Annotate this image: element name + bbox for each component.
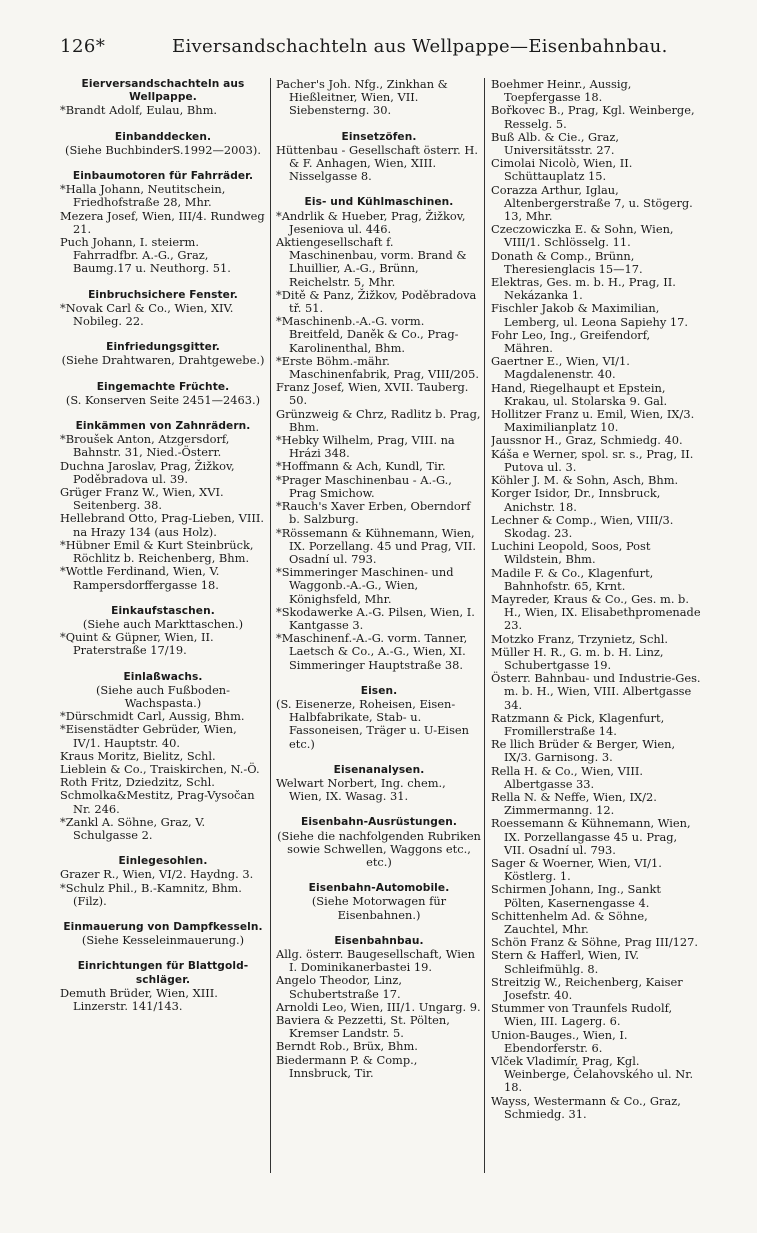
directory-entry: Baviera & Pezzetti, St. Pölten, Kremser Landstr. 5.	[276, 1013, 450, 1041]
directory-entry: Grüger Franz W., Wien, XVI. Seitenberg. 38.	[60, 485, 224, 513]
directory-entry: Boehmer Heinr., Aussig, Toepfergasse 18.	[491, 78, 632, 105]
section-heading: Einbruchsichere Fenster.	[88, 288, 238, 301]
cross-reference: (Siehe BuchbinderS.1992—2003).	[65, 142, 261, 157]
section-gap	[60, 592, 266, 605]
section-heading: Einfriedungsgitter.	[106, 341, 220, 354]
directory-entry: Arnoldi Leo, Wien, III/1. Ungarg. 9.	[276, 999, 481, 1014]
directory-entry: Puch Johann, I. steierm. Fahrradfbr. A.-G., Graz, Baumg.17 u. Neuthorg. 51.	[60, 235, 231, 276]
section-gap	[276, 803, 482, 816]
directory-entry: *Hebky Wilhelm, Prag, VIII. na Hrázi 348.	[276, 433, 455, 461]
directory-entry: Rella N. & Neffe, Wien, IX/2. Zimmermanng. 12.	[491, 789, 657, 818]
directory-entry: Stummer von Traunfels Rudolf, Wien, III. Lagerg. 6.	[491, 1001, 673, 1029]
cross-reference: (S. Konserven Seite 2451—2463.)	[65, 392, 261, 407]
directory-entry: Mayreder, Kraus & Co., Ges. m. b. H., Wien, IX. Elisabethpromenade 23.	[491, 591, 701, 633]
cross-reference: (Siehe die nachfolgenden Rubriken sowie Schwellen, Waggons etc., etc.)	[277, 828, 481, 869]
directory-entry: Re llich Brüder & Berger, Wien, IX/3. Garnisong. 3.	[491, 737, 676, 765]
column-left	[60, 78, 266, 1188]
directory-entry: Luchini Leopold, Soos, Post Wildstein, Bhm.	[491, 539, 651, 567]
section-heading: Einkaufstaschen.	[111, 604, 215, 617]
directory-entry: Corazza Arthur, Iglau, Altenbergerstraße 7, u. Stögerg. 13, Mhr.	[491, 182, 693, 224]
section-gap	[276, 751, 482, 764]
section-heading: Eisenbahn-Automobile.	[308, 882, 450, 895]
directory-entry: *Wottle Ferdinand, Wien, V. Rampersdorffergasse 18.	[60, 564, 220, 592]
section-gap	[276, 922, 482, 935]
section-heading: Eisenbahnbau.	[334, 934, 424, 947]
section-heading: Eisenanalysen.	[333, 763, 425, 776]
column-right	[491, 78, 701, 1188]
directory-entry: *Brandt Adolf, Eulau, Bhm.	[60, 103, 217, 118]
directory-entry: Schittenhelm Ad. & Söhne, Zauchtel, Mhr.	[491, 908, 648, 936]
directory-entry: Madile F. & Co., Klagenfurt, Bahnhofstr. 65, Krnt.	[491, 565, 654, 593]
directory-entry: Lechner & Comp., Wien, VIII/3. Skodag. 23.	[491, 512, 674, 540]
directory-entry: Grazer R., Wien, VI/2. Haydng. 3.	[60, 867, 254, 882]
column-middle	[276, 78, 482, 1188]
directory-entry: Gaertner E., Wien, VI/1. Magdalenenstr. 40.	[491, 354, 630, 382]
directory-entry: *Rauch's Xaver Erben, Oberndorf b. Salzburg.	[276, 499, 471, 527]
directory-entry: *Simmeringer Maschinen- und Waggonb.-A.-G., Wien, Könighsfeld, Mhr.	[276, 565, 454, 606]
directory-entry: Roth Fritz, Dziedzitz, Schl.	[60, 775, 215, 790]
directory-entry: Hellebrand Otto, Prag-Lieben, VIII. na Hrazy 134 (aus Holz).	[60, 511, 265, 539]
directory-entry: Roessemann & Kühnemann, Wien, IX. Porzellangasse 45 u. Prag, VII. Osadní ul. 793.	[491, 816, 691, 857]
cross-reference: (Siehe Drahtwaren, Drahtgewebe.)	[61, 353, 265, 368]
directory-entry: Pacher's Joh. Nfg., Zinkhan & Hießleitner, Wien, VII. Siebensterng. 30.	[276, 78, 448, 118]
directory-entry: *Maschinenb.-A.-G. vorm. Breitfeld, Daněk & Co., Prag-Karolinenthal, Bhm.	[276, 314, 459, 355]
section-gap	[276, 118, 482, 131]
directory-entry: Hüttenbau - Gesellschaft österr. H. & F. Anhagen, Wien, XIII. Nisselgasse 8.	[276, 142, 478, 184]
directory-entry: *Erste Böhm.-mähr. Maschinenfabrik, Prag, VIII/205.	[276, 353, 479, 382]
directory-entry: Káša e Werner, spol. sr. s., Prag, II. Putova ul. 3.	[491, 446, 694, 474]
section-gap	[276, 869, 482, 882]
directory-entry: *Dürschmidt Carl, Aussig, Bhm.	[60, 709, 245, 724]
directory-entry: Müller H. R., G. m. b. H. Linz, Schubertgasse 19.	[491, 644, 664, 672]
directory-entry: Korger Isidor, Dr., Innsbruck, Anichstr. 18.	[491, 486, 661, 514]
directory-entry: *Halla Johann, Neutitschein, Friedhofstraße 28, Mhr.	[60, 182, 226, 210]
directory-entry: Schön Franz & Söhne, Prag III/127.	[491, 935, 699, 950]
section-gap	[60, 407, 266, 420]
section-heading: Einlaßwachs.	[123, 670, 203, 683]
directory-entry: *Prager Maschinenbau - A.-G., Prag Smichow.	[276, 472, 452, 500]
directory-entry: *Rössemann & Kühnemann, Wien, IX. Porzellang. 45 und Prag, VII. Osadní ul. 793.	[276, 525, 477, 566]
directory-entry: Welwart Norbert, Ing. chem., Wien, IX. Wasag. 31.	[276, 775, 446, 804]
section-heading: Eierversandschachteln aus	[81, 78, 245, 90]
directory-entry: Rella H. & Co., Wien, VIII. Albertgasse 33.	[491, 763, 643, 791]
directory-entry: (S. Eisenerze, Roheisen, Eisen-Halbfabrikate, Stab- u. Fassoneisen, Träger u. U-Eisen etc.)	[276, 696, 469, 751]
directory-entry: Österr. Bahnbau- und Industrie-Ges. m. b. H., Wien, VIII. Albertgasse 34.	[491, 671, 701, 712]
directory-entry: Wayss, Westermann & Co., Graz, Schmiedg. 31.	[491, 1093, 681, 1121]
cross-reference: (Siehe Motorwagen für Eisenbahnen.)	[311, 894, 447, 922]
section-gap	[60, 842, 266, 855]
directory-entry: Jaussnor H., Graz, Schmiedg. 40.	[491, 433, 683, 448]
directory-entry: Donath & Comp., Brünn, Theresienglacis 15—17.	[491, 248, 643, 276]
column-divider	[484, 78, 485, 1173]
section-gap	[60, 276, 266, 289]
cross-reference: (Siehe auch Markttaschen.)	[82, 616, 244, 631]
directory-entry: Allg. österr. Baugesellschaft, Wien I. Dominikanerbastei 19.	[276, 946, 475, 975]
directory-entry: *Eisenstädter Gebrüder, Wien, IV/1. Hauptstr. 40.	[60, 722, 237, 750]
running-title: Eiversandschachteln aus Wellpappe—Eisenbahnbau.	[172, 36, 668, 57]
directory-entry: Demuth Brüder, Wien, XIII. Linzerstr. 141/143.	[60, 985, 218, 1013]
section-gap	[276, 672, 482, 685]
directory-entry: *Hübner Emil & Kurt Steinbrück, Röchlitz b. Reichenberg, Bhm.	[60, 537, 254, 566]
directory-entry: Köhler J. M. & Sohn, Asch, Bhm.	[491, 473, 679, 488]
section-heading: Eisen.	[360, 684, 398, 697]
directory-entry: Mezera Josef, Wien, III/4. Rundweg 21.	[60, 208, 265, 236]
section-gap	[60, 368, 266, 381]
section-heading: Einbaumotoren für Fahrräder.	[72, 170, 254, 183]
directory-entry: *Schulz Phil., B.-Kamnitz, Bhm. (Filz).	[60, 880, 242, 908]
directory-entry: Motzko Franz, Trzynietz, Schl.	[491, 631, 668, 646]
directory-entry: *Novak Carl & Co., Wien, XIV. Nobileg. 22.	[60, 300, 234, 329]
directory-entry: Buß Alb. & Cie., Graz, Universitätsstr. 27.	[491, 129, 620, 158]
directory-entry: Grünzweig & Chrz, Radlitz b. Prag, Bhm.	[276, 406, 481, 434]
section-heading: Eis- und Kühlmaschinen.	[304, 196, 454, 209]
directory-entry: Hollitzer Franz u. Emil, Wien, IX/3. Maximilianplatz 10.	[491, 407, 695, 435]
directory-entry: Angelo Theodor, Linz, Schubertstraße 17.	[276, 973, 402, 1001]
section-gap	[276, 183, 482, 196]
directory-entry: Stern & Hafferl, Wien, IV. Schleifmühlg. 8.	[491, 948, 639, 976]
section-gap	[60, 908, 266, 921]
section-heading: Einrichtungen für Blattgold-	[77, 960, 249, 973]
directory-entry: *Quint & Güpner, Wien, II. Praterstraße 17/19.	[60, 630, 214, 658]
directory-entry: Schmolka&Mestitz, Prag-Vysočan Nr. 246.	[60, 788, 255, 816]
directory-entry: Lieblein & Co., Traiskirchen, N.-Ö.	[60, 761, 260, 776]
section-heading: Einkämmen von Zahnrädern.	[75, 420, 251, 433]
directory-entry: Vlček Vladimír, Prag, Kgl. Weinberge, Čelahovského ul. Nr. 18.	[491, 1054, 694, 1095]
page-number: 126*	[60, 36, 106, 57]
directory-entry: Sager & Woerner, Wien, VI/1. Köstlerg. 1.	[491, 855, 662, 884]
directory-entry: Schirmen Johann, Ing., Sankt Pölten, Kasernengasse 4.	[491, 882, 661, 910]
section-heading: Wellpappe.	[129, 91, 197, 104]
cross-reference: (Siehe Kesseleinmauerung.)	[81, 933, 245, 948]
directory-entry: Streitzig W., Reichenberg, Kaiser Josefstr. 40.	[491, 974, 683, 1003]
directory-entry: Fischler Jakob & Maximilian, Lemberg, ul. Leona Sapiehy 17.	[491, 301, 689, 329]
directory-entry: Ratzmann & Pick, Klagenfurt, Fromillerstraße 14.	[491, 710, 665, 738]
section-gap	[60, 328, 266, 341]
directory-entry: Berndt Rob., Brüx, Bhm.	[276, 1039, 418, 1054]
directory-entry: *Ditě & Panz, Žižkov, Poděbradova tř. 51.	[276, 287, 477, 316]
directory-entry: *Broušek Anton, Atzgersdorf, Bahnstr. 31, Nied.-Österr.	[60, 432, 230, 460]
section-heading: Eingemachte Früchte.	[96, 380, 230, 393]
directory-entry: *Hoffmann & Ach, Kundl, Tir.	[276, 459, 446, 474]
directory-entry: Hand, Riegelhaupt et Epstein, Krakau, ul. Stolarska 9. Gal.	[491, 380, 668, 408]
section-heading: schläger.	[135, 973, 191, 986]
section-gap	[60, 118, 266, 131]
section-heading: Einsetzöfen.	[341, 130, 417, 143]
directory-entry: Czeczowiczka E. & Sohn, Wien, VIII/1. Schlösselg. 11.	[491, 222, 674, 250]
directory-entry: Fohr Leo, Ing., Greifendorf, Mähren.	[491, 327, 651, 356]
directory-entry: Duchna Jaroslav, Prag, Žižkov, Poděbradova ul. 39.	[60, 458, 235, 486]
section-heading: Einbanddecken.	[114, 130, 212, 143]
cross-reference: (Siehe auch Fußboden-Wachspasta.)	[95, 682, 230, 710]
section-gap	[60, 658, 266, 671]
section-heading: Einmauerung von Dampfkesseln.	[63, 920, 263, 933]
section-gap	[60, 947, 266, 960]
page-header	[60, 36, 700, 62]
directory-entry: Aktiengesellschaft f. Maschinenbau, vorm. Brand & Lhuillier, A.-G., Brünn, Reichelstr. 5, Mhr.	[276, 235, 467, 289]
directory-entry: *Skodawerke A.-G. Pilsen, Wien, I. Kantgasse 3.	[276, 604, 475, 632]
section-gap	[60, 157, 266, 170]
directory-entry: Elektras, Ges. m. b. H., Prag, II. Nekázanka 1.	[491, 275, 676, 303]
directory-entry: Bořkovec B., Prag, Kgl. Weinberge, Resselg. 5.	[491, 103, 695, 131]
column-divider	[270, 78, 271, 1173]
directory-entry: Kraus Moritz, Bielitz, Schl.	[60, 748, 216, 763]
directory-entry: *Andrlik & Hueber, Prag, Žižkov, Jeseniova ul. 446.	[276, 208, 466, 236]
directory-entry: Biedermann P. & Comp., Innsbruck, Tir.	[276, 1052, 418, 1080]
directory-entry: Union-Bauges., Wien, I. Ebendorferstr. 6.	[491, 1027, 628, 1055]
directory-entry: *Maschinenf.-A.-G. vorm. Tanner, Laetsch & Co., A.-G., Wien, XI. Simmeringer Hauptstraße 38.	[276, 631, 468, 672]
directory-entry: Franz Josef, Wien, XVII. Tauberg. 50.	[276, 380, 469, 408]
directory-entry: Cimolai Nicolò, Wien, II. Schüttauplatz 15.	[491, 156, 633, 184]
section-heading: Einlegesohlen.	[118, 855, 208, 868]
directory-entry: *Zankl A. Söhne, Graz, V. Schulgasse 2.	[60, 814, 206, 842]
section-heading: Eisenbahn-Ausrüstungen.	[300, 816, 457, 829]
